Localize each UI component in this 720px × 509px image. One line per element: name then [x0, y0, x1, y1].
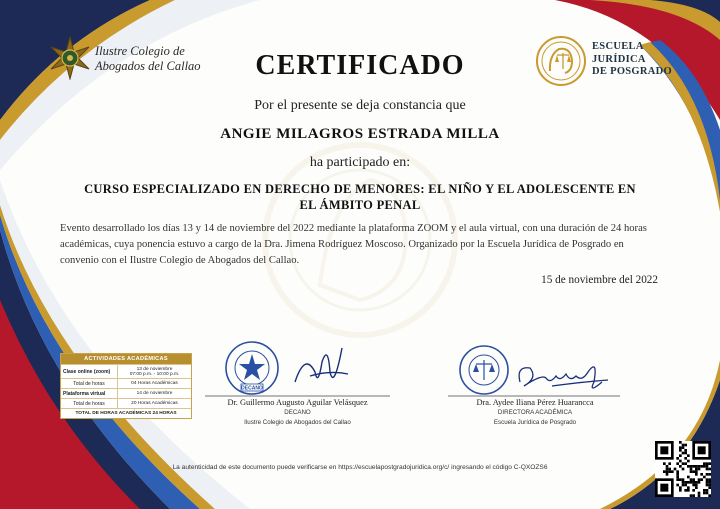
- activities-header: ACTIVIDADES ACADÉMICAS: [61, 354, 191, 364]
- activity-value: 14 de noviembre: [118, 389, 192, 399]
- course-title: [60, 181, 660, 213]
- director-signature-scribble: [512, 352, 612, 396]
- table-row: [61, 399, 191, 409]
- verification-note: La autenticidad de este documento puede verificarse en https://escuelapostgradojuridica.org/c/ ingresando el código C-QXOZS6: [172, 464, 548, 471]
- issuer-right-line1: ESCUELA: [592, 41, 644, 52]
- school-seal-icon: [458, 344, 510, 396]
- course-title-line2: EL ÁMBITO PENAL: [299, 198, 421, 212]
- dean-seal-label: DECANO: [241, 385, 263, 392]
- activities-rows: [61, 364, 191, 408]
- dean-name: Dr. Guillermo Augusto Aguilar Velásquez: [227, 398, 368, 407]
- issuer-left-line1: Ilustre Colegio de: [95, 44, 185, 58]
- table-row: [61, 365, 191, 379]
- activity-value: 20 Horas Académicas: [118, 399, 192, 409]
- director-org: Escuela Jurídica de Posgrado: [493, 419, 577, 426]
- activity-label: Total de horas: [61, 399, 118, 409]
- dean-org: Ilustre Colegio de Abogados del Callao: [244, 419, 351, 426]
- activities-total: TOTAL DE HORAS ACADÉMICAS 24 HORAS: [61, 408, 191, 418]
- participation-text: ha participado en:: [309, 155, 411, 170]
- director-role: DIRECTORA ACADÉMICA: [497, 409, 573, 416]
- event-description: Evento desarrollado los días 13 y 14 de noviembre del 2022 mediante la plataforma ZOOM y el aula virtual, con una duración de 24 horas académicas, cuya ponencia estuvo a cargo de la Dra. Jimena Rodríguez Moscoso. Organizado por la Escuela Jurídica de Posgrado en convenio con el Ilustre Colegio de Abogados del Callao.: [60, 223, 647, 266]
- table-row: [61, 389, 191, 399]
- academic-activities-table: [60, 353, 192, 419]
- activity-value: 13 de noviembre 07:00 p.m. - 10:00 p.m.: [118, 365, 192, 379]
- dean-role: DECANO: [284, 409, 311, 416]
- activity-label: Plataforma virtual: [61, 389, 118, 399]
- activity-label: Total de horas: [61, 379, 118, 389]
- activity-value: 04 Horas Académicas: [118, 379, 192, 389]
- table-row: [61, 379, 191, 389]
- dean-seal-icon: [224, 340, 280, 396]
- director-name: Dra. Aydee Iliana Pérez Huarancca: [476, 398, 594, 407]
- director-signature-block: [440, 398, 630, 428]
- course-title-line1: CURSO ESPECIALIZADO EN DERECHO DE MENORES: EL NIÑO Y EL ADOLESCENTE EN: [84, 182, 636, 196]
- issuer-right-line2: JURÍDICA: [592, 53, 646, 65]
- activity-label: Clase online (zoom): [61, 365, 118, 379]
- certificate-intro: Por el presente se deja constancia que: [254, 98, 466, 113]
- dean-signature-block: [195, 398, 400, 428]
- issue-date: 15 de noviembre del 2022: [541, 274, 658, 286]
- issuer-left-line2: Abogados del Callao: [95, 59, 201, 73]
- certificate-title: CERTIFICADO: [255, 50, 465, 81]
- recipient-name: ANGIE MILAGROS ESTRADA MILLA: [220, 126, 500, 142]
- issuer-right-line3: DE POSGRADO: [592, 66, 673, 77]
- qr-code-icon[interactable]: [655, 441, 711, 497]
- dean-signature-scribble: [290, 342, 350, 394]
